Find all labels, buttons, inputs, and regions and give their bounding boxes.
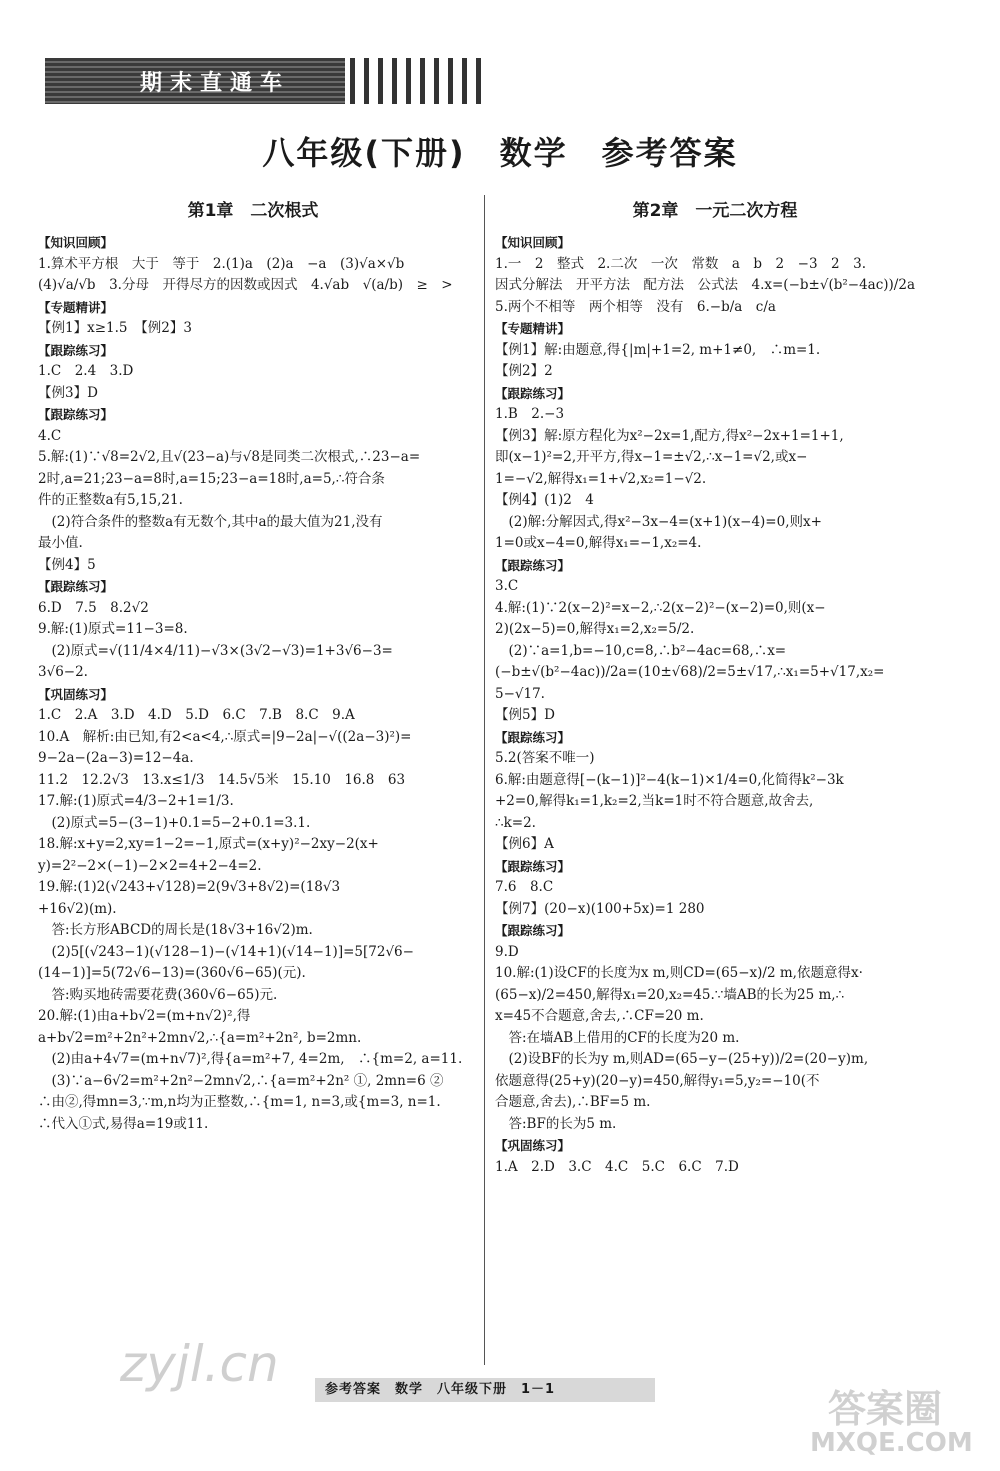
answer-line: 20.解:(1)由a+b√2=(m+n√2)²,得 xyxy=(38,1008,251,1024)
answer-line: 【例5】D xyxy=(495,707,555,723)
answer-line: 【例3】解:原方程化为x²−2x=1,配方,得x²−2x+1=1+1, xyxy=(495,427,844,444)
answer-line: 5.两个不相等 两个相等 没有 6.−b/a c/a xyxy=(495,298,776,315)
answer-line: (2)设BF的长为y m,则AD=(65−y−(25+y))/2=(20−y)m, xyxy=(495,1051,869,1067)
answer-line: (2)符合条件的整数a有无数个,其中a的最大值为21,没有 xyxy=(38,513,383,530)
answer-line: 1.算术平方根 大于 等于 2.(1)a (2)a −a (3)√a×√b xyxy=(38,255,405,272)
section-heading: 【跟踪练习】 xyxy=(495,729,571,745)
answer-line: 11.2 12.2√3 13.x≤1/3 14.5√5米 15.10 16.8 63 xyxy=(38,771,406,788)
section-heading: 【专题精讲】 xyxy=(495,321,571,336)
answer-line: 【例6】A xyxy=(495,836,554,852)
answer-line: ∴代入①式,易得a=19或11. xyxy=(38,1115,209,1132)
answer-line: 1=0或x−4=0,解得x₁=−1,x₂=4. xyxy=(495,535,702,551)
watermark-mxqe: MXQE.COM xyxy=(810,1428,973,1458)
answer-line: 即(x−1)²=2,开平方,得x−1=±√2,∴x−1=√2,或x− xyxy=(495,449,808,465)
section-heading: 【知识回顾】 xyxy=(495,235,571,250)
chapter-1-title: 第1章 二次根式 xyxy=(187,201,319,221)
section-heading: 【跟踪练习】 xyxy=(495,557,571,573)
answer-line: 1=−√2,解得x₁=1+√2,x₂=1−√2. xyxy=(495,470,707,487)
answer-line: 1.A 2.D 3.C 4.C 5.C 6.C 7.D xyxy=(495,1158,739,1175)
answer-line: 3.C xyxy=(495,578,519,594)
answer-line: 18.解:x+y=2,xy=1−2=−1,原式=(x+y)²−2xy−2(x+ xyxy=(38,836,379,852)
section-heading: 【巩固练习】 xyxy=(38,686,114,702)
answer-line: 1.C 2.A 3.D 4.D 5.D 6.C 7.B 8.C 9.A xyxy=(38,707,355,723)
answer-line: 5.2(答案不唯一) xyxy=(495,750,595,766)
answer-line: (2)原式=√(11/4×4/11)−√3×(3√2−√3)=1+3√6−3= xyxy=(38,642,393,659)
right-column xyxy=(495,198,935,1178)
answer-line: 最小值. xyxy=(38,535,83,551)
left-column xyxy=(38,198,468,1135)
watermark-logo: 答案圈 xyxy=(828,1387,943,1431)
answer-line: 3√6−2. xyxy=(38,664,88,680)
answer-line: (2)解:分解因式,得x²−3x−4=(x+1)(x−4)=0,则x+ xyxy=(495,513,822,530)
answer-line: (−b±√(b²−4ac))/2a=(10±√68)/2=5±√17,∴x₁=5+√17,x₂= xyxy=(495,664,885,680)
answer-line: 9.解:(1)原式=11−3=8. xyxy=(38,621,188,637)
answer-line: (2)5[(√243−1)(√128−1)−(√14+1)(√14−1)]=5[72√6− xyxy=(38,943,414,960)
answer-line: (14−1)]=5(72√6−13)=(360√6−65)(元). xyxy=(38,965,306,981)
answer-line: +2=0,解得k₁=1,k₂=2,当k=1时不符合题意,故舍去, xyxy=(495,793,814,809)
section-heading: 【巩固练习】 xyxy=(495,1138,571,1153)
answer-line: 【例4】(1)2 4 xyxy=(495,492,594,508)
section-heading: 【跟踪练习】 xyxy=(38,407,114,422)
section-heading: 【跟踪练习】 xyxy=(495,858,571,874)
section-heading: 【跟踪练习】 xyxy=(38,342,114,358)
answer-line: y)=2²−2×(−1)−2×2=4+2−4=2. xyxy=(38,857,262,874)
answer-line: 答:BF的长为5 m. xyxy=(495,1115,617,1132)
answer-line: ∴由②,得mn=3,∵m,n均为正整数,∴{m=1, n=3,或{m=3, n=1. xyxy=(38,1094,441,1110)
answer-line: 1.B 2.−3 xyxy=(495,406,565,422)
answer-line: (65−x)/2=450,解得x₁=20,x₂=45.∵墙AB的长为25 m,∴ xyxy=(495,986,845,1003)
page-title: 八年级(下册) 数学 参考答案 xyxy=(262,134,738,172)
answer-line: 因式分解法 开平方法 配方法 公式法 4.x=(−b±√(b²−4ac))/2a xyxy=(495,277,915,293)
answer-line: (3)∵a−6√2=m²+2n²−2mn√2,∴{a=m²+2n² ①, 2mn=6 ② xyxy=(38,1072,444,1089)
section-heading: 【跟踪练习】 xyxy=(495,923,571,938)
section-heading: 【跟踪练习】 xyxy=(38,579,114,594)
answer-line: 【例2】2 xyxy=(495,363,553,379)
answer-line: 【例7】(20−x)(100+5x)=1 280 xyxy=(495,900,705,917)
answer-line: 2时,a=21;23−a=8时,a=15;23−a=18时,a=5,∴符合条 xyxy=(38,470,385,487)
answer-line: 6.D 7.5 8.2√2 xyxy=(38,599,149,616)
banner-label: 期末直通车 xyxy=(140,71,291,96)
answer-line: 5.解:(1)∵√8=2√2,且√(23−a)与√8是同类二次根式,∴23−a= xyxy=(38,449,421,465)
answer-line: (2)原式=5−(3−1)+0.1=5−2+0.1=3.1. xyxy=(38,814,311,831)
answer-line: (2)由a+4√7=(m+n√7)²,得{a=m²+7, 4=2m, ∴{m=2, a=11. xyxy=(38,1051,463,1067)
column-divider xyxy=(484,195,485,1365)
section-heading: 【专题精讲】 xyxy=(38,299,114,315)
answer-line: 【例3】D xyxy=(38,384,98,401)
left-answer-lines xyxy=(38,232,468,1135)
answer-line: 10.解:(1)设CF的长度为x m,则CD=(65−x)/2 m,依题意得x· xyxy=(495,965,863,981)
page-footer: 参考答案 数学 八年级下册 1－1 xyxy=(315,1378,655,1402)
answer-line: 件的正整数a有5,15,21. xyxy=(38,492,183,508)
answer-line: 9−2a−(2a−3)=12−4a. xyxy=(38,750,194,766)
right-answer-lines xyxy=(495,232,935,1178)
answer-line: 17.解:(1)原式=4/3−2+1=1/3. xyxy=(38,793,234,809)
header-banner xyxy=(45,58,440,104)
answer-line: 答:长方形ABCD的周长是(18√3+16√2)m. xyxy=(38,922,313,938)
answer-line: 4.C xyxy=(38,427,62,444)
answer-line: 依题意得(25+y)(20−y)=450,解得y₁=5,y₂=−10(不 xyxy=(495,1072,820,1089)
answer-line: 9.D xyxy=(495,943,519,960)
answer-line: (2)∵a=1,b=−10,c=8,∴b²−4ac=68,∴x= xyxy=(495,642,787,659)
answer-line: 【例1】解:由题意,得{|m|+1=2, m+1≠0, ∴m=1. xyxy=(495,341,821,358)
answer-line: x=45不合题意,舍去,∴CF=20 m. xyxy=(495,1008,704,1024)
answer-line: 5−√17. xyxy=(495,685,545,702)
watermark-zyjl: zyjl.cn xyxy=(120,1335,279,1393)
answer-line: 19.解:(1)2(√243+√128)=2(9√3+8√2)=(18√3 xyxy=(38,879,341,895)
answer-line: 10.A 解析:由已知,有2<a<4,∴原式=|9−2a|−√((2a−3)²)= xyxy=(38,728,412,745)
section-heading: 【知识回顾】 xyxy=(38,235,114,250)
answer-line: 合题意,舍去),∴BF=5 m. xyxy=(495,1094,651,1110)
section-heading: 【跟踪练习】 xyxy=(495,385,571,401)
answer-line: 4.解:(1)∵2(x−2)²=x−2,∴2(x−2)²−(x−2)=0,则(x− xyxy=(495,599,826,616)
answer-line: 2)(2x−5)=0,解得x₁=2,x₂=5/2. xyxy=(495,621,695,637)
answer-line: a+b√2=m²+2n²+2mn√2,∴{a=m²+2n², b=2mn. xyxy=(38,1029,362,1046)
answer-line: 6.解:由题意得[−(k−1)]²−4(k−1)×1/4=0,化简得k²−3k xyxy=(495,771,844,788)
chapter-2-title: 第2章 一元二次方程 xyxy=(632,201,798,221)
banner-stripes xyxy=(350,58,485,104)
answer-line: ∴k=2. xyxy=(495,814,536,831)
answer-line: 答:购买地砖需要花费(360√6−65)元. xyxy=(38,986,278,1003)
answer-line: 答:在墙AB上借用的CF的长度为20 m. xyxy=(495,1029,740,1046)
answer-line: (4)√a/√b 3.分母 开得尽方的因数或因式 4.√ab √(a/b) ≥ > xyxy=(38,277,453,293)
answer-line: 7.6 8.C xyxy=(495,879,554,895)
answer-line: 【例1】x≥1.5 【例2】3 xyxy=(38,320,192,336)
answer-line: 【例4】5 xyxy=(38,556,96,573)
answer-line: +16√2)(m). xyxy=(38,900,117,917)
answer-line: 1.一 2 整式 2.二次 一次 常数 a b 2 −3 2 3. xyxy=(495,255,866,272)
answer-line: 1.C 2.4 3.D xyxy=(38,363,134,379)
